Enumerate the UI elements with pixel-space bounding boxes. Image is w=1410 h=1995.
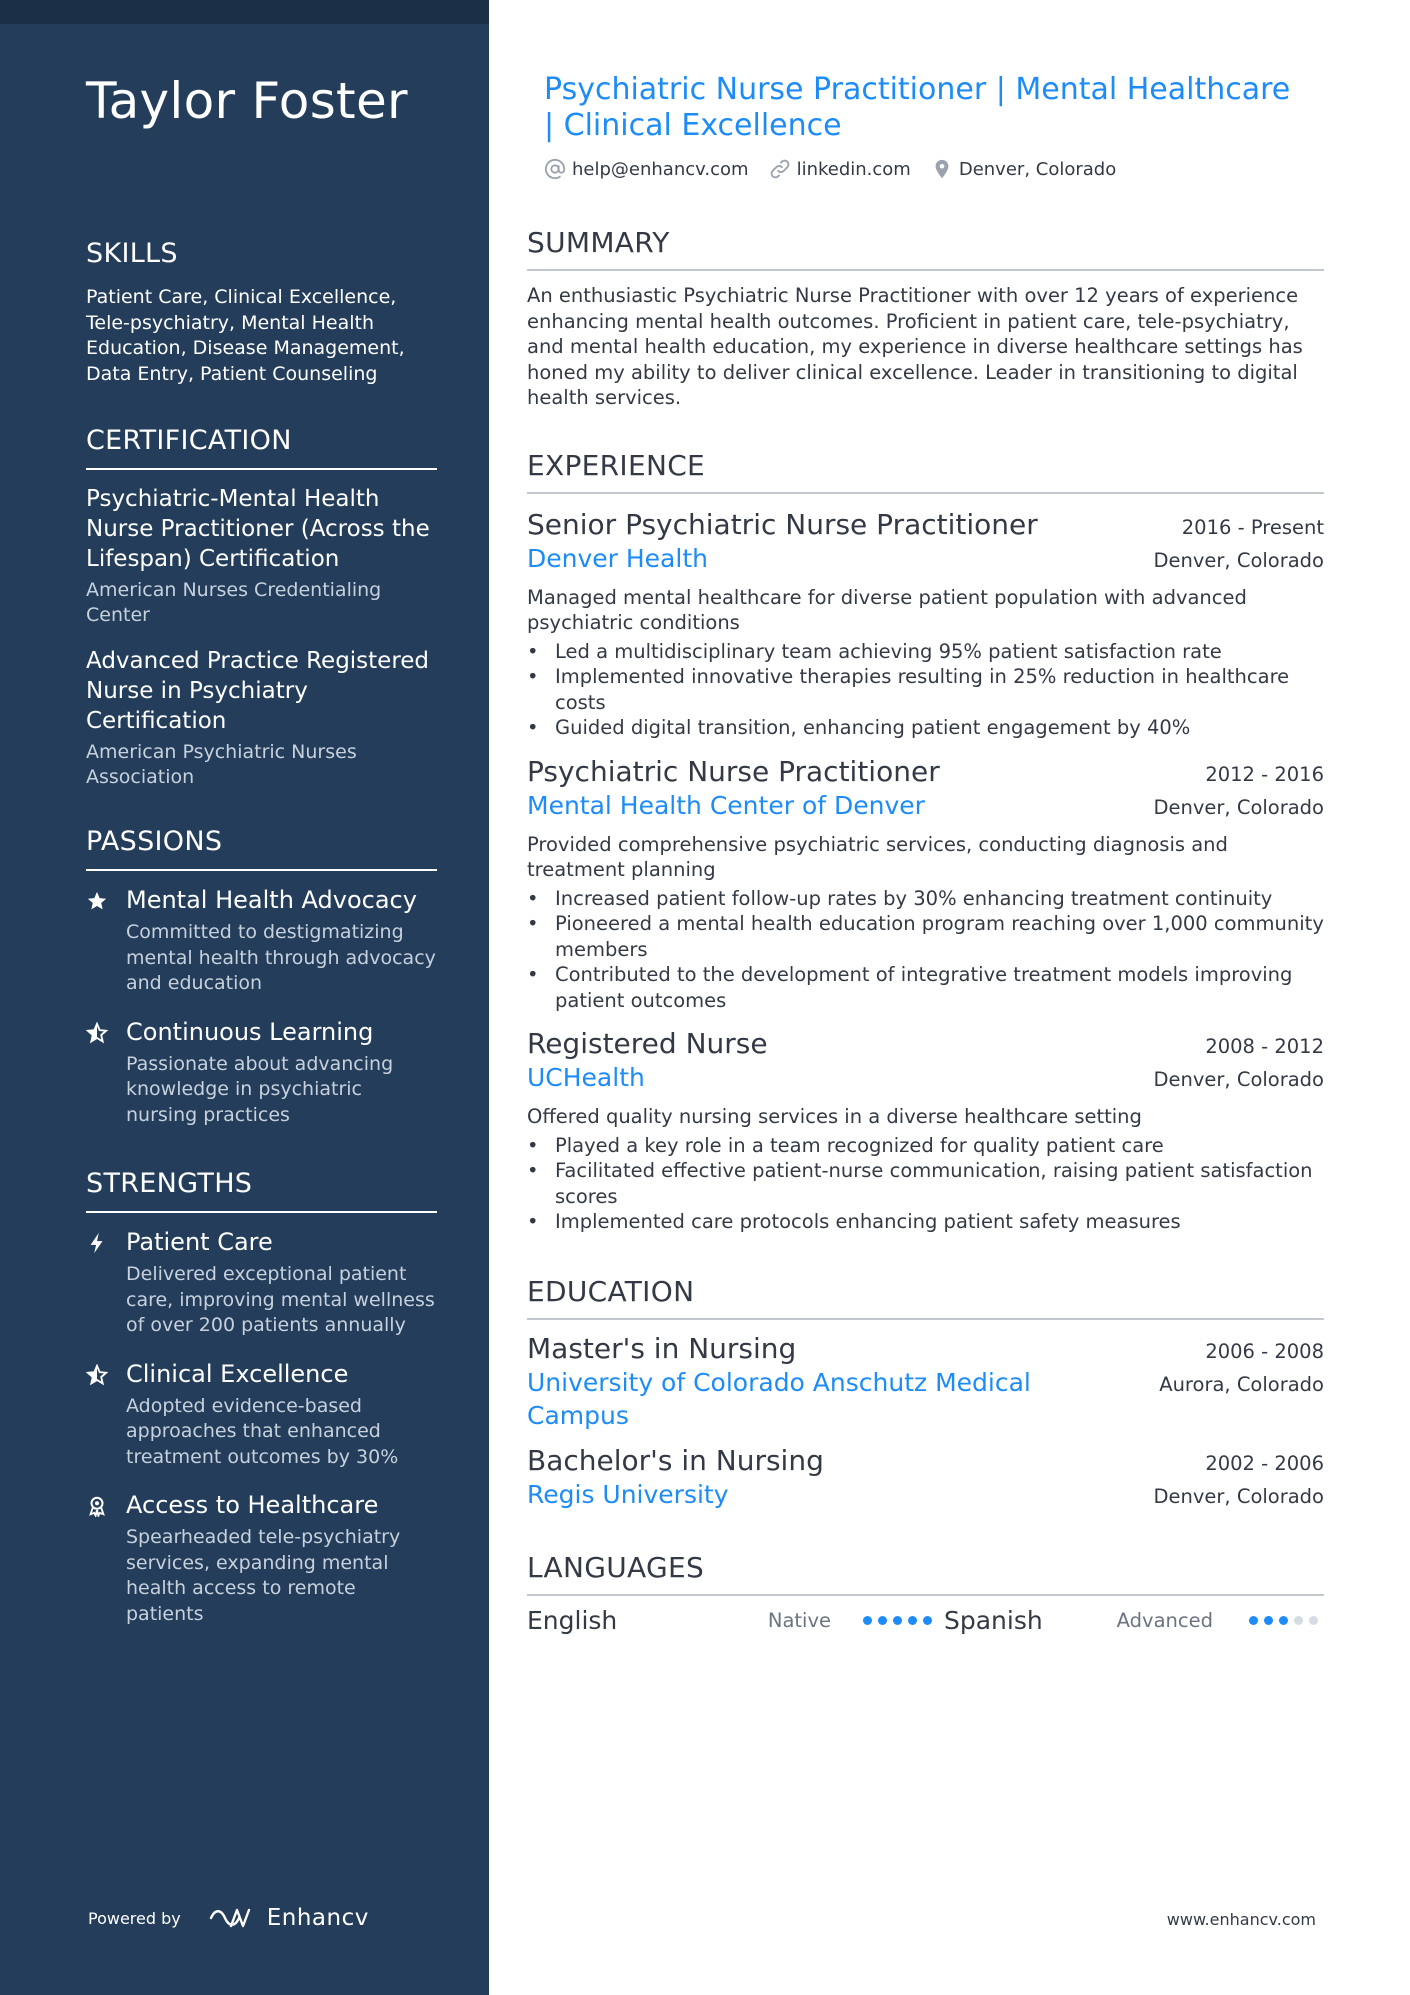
rating-dot-filled — [923, 1616, 932, 1625]
education-location: Denver, Colorado — [1153, 1484, 1324, 1508]
star-half-icon — [86, 1017, 126, 1129]
passions-heading: PASSIONS — [86, 826, 437, 871]
summary-heading: SUMMARY — [527, 226, 1324, 271]
job-bullet: • Contributed to the development of integrative treatment models improving patient outcomes — [527, 962, 1324, 1013]
experience-heading: EXPERIENCE — [527, 449, 1324, 494]
education-school: University of Colorado Anschutz Medical Campus — [527, 1367, 1031, 1430]
strength-title: Access to Healthcare — [126, 1491, 379, 1519]
job-location: Denver, Colorado — [1153, 1068, 1324, 1091]
passion-title: Mental Health Advocacy — [126, 886, 417, 914]
contact-bar — [544, 158, 1324, 180]
language-level: Native — [767, 1608, 831, 1632]
language-level: Advanced — [1116, 1608, 1213, 1632]
rating-dot-filled — [878, 1616, 887, 1625]
education-dates: 2002 - 2006 — [1205, 1451, 1324, 1475]
powered-by-label: Powered by — [88, 1908, 181, 1928]
job-title: Registered Nurse — [527, 1027, 768, 1060]
job-bullet: • Implemented innovative therapies resulting in 25% reduction in healthcare costs — [527, 664, 1324, 715]
job-bullet: • Implemented care protocols enhancing patient safety measures — [527, 1209, 1324, 1235]
award-icon — [86, 1490, 126, 1627]
passion-item — [86, 1017, 437, 1129]
education-dates: 2006 - 2008 — [1205, 1339, 1324, 1363]
job-dates: 2012 - 2016 — [1205, 762, 1324, 786]
passion-description: Passionate about advancing knowledge in psychiatric nursing practices — [126, 1052, 394, 1126]
languages-list — [527, 1606, 1324, 1635]
contact-location — [931, 158, 1116, 180]
at-icon — [544, 158, 566, 180]
summary-section — [527, 226, 1324, 411]
job-company: UCHealth — [527, 1063, 645, 1092]
contact-linkedin[interactable] — [769, 158, 911, 180]
strength-item — [86, 1359, 437, 1471]
job-bullet: • Facilitated effective patient-nurse communication, raising patient satisfaction scores — [527, 1158, 1324, 1209]
enhancv-logo[interactable] — [209, 1905, 369, 1931]
powered-by — [88, 1905, 369, 1931]
strength-title: Clinical Excellence — [126, 1359, 349, 1388]
education-degree: Master's in Nursing — [527, 1331, 797, 1365]
strength-description: Adopted evidence-based approaches that enhanced treatment outcomes by 30% — [126, 1394, 399, 1468]
certification-item — [86, 646, 437, 790]
email-text: help@enhancv.com — [572, 158, 749, 180]
passion-title: Continuous Learning — [126, 1017, 374, 1046]
sidebar — [0, 0, 489, 1995]
rating-dot-filled — [893, 1616, 902, 1625]
certification-title: Advanced Practice Registered Nurse in Psychiatry Certification — [86, 648, 430, 734]
sidebar-top-bar — [0, 0, 489, 24]
education-entry — [527, 1444, 1324, 1511]
language-name: Spanish — [944, 1605, 1043, 1635]
job-title: Psychiatric Nurse Practitioner — [527, 754, 940, 788]
contact-email[interactable] — [544, 158, 749, 180]
skills-heading: SKILLS — [86, 238, 178, 269]
rating-dot-filled — [1264, 1616, 1273, 1625]
job-bullet: • Led a multidisciplinary team achieving 95% patient satisfaction rate — [527, 639, 1324, 665]
job-entry — [527, 508, 1324, 741]
job-entry — [527, 1027, 1324, 1235]
job-bullet: • Guided digital transition, enhancing patient engagement by 40% — [527, 715, 1324, 741]
education-heading: EDUCATION — [527, 1275, 1324, 1320]
rating-dot-filled — [863, 1616, 872, 1625]
linkedin-text: linkedin.com — [796, 158, 911, 180]
job-bullets — [527, 886, 1324, 1014]
job-company: Mental Health Center of Denver — [527, 790, 925, 820]
strength-item — [86, 1490, 437, 1627]
job-description: Provided comprehensive psychiatric services, conducting diagnosis and treatment planning — [527, 832, 1228, 881]
education-location: Aurora, Colorado — [1159, 1372, 1324, 1396]
skills-list: Patient Care, Clinical Excellence, Tele-psychiatry, Mental Health Education, Disease Management, Data Entry, Patient Counseling — [86, 286, 405, 385]
job-description: Offered quality nursing services in a diverse healthcare setting — [527, 1105, 1142, 1128]
lightning-icon — [86, 1227, 126, 1339]
location-pin-icon — [931, 158, 953, 180]
rating-dot-filled — [1279, 1616, 1288, 1625]
language-rating — [1249, 1616, 1324, 1625]
strength-description: Spearheaded tele-psychiatry services, expanding mental health access to remote patients — [126, 1526, 401, 1625]
strength-title: Patient Care — [126, 1228, 273, 1256]
footer-site-link[interactable]: www.enhancv.com — [1166, 1910, 1316, 1929]
job-bullet: • Increased patient follow-up rates by 30% enhancing treatment continuity — [527, 886, 1324, 912]
certification-issuer: American Nurses Credentialing Center — [86, 579, 382, 626]
job-location: Denver, Colorado — [1153, 795, 1324, 819]
certification-title: Psychiatric-Mental Health Nurse Practitioner (Across the Lifespan) Certification — [86, 486, 430, 572]
certification-issuer: American Psychiatric Nurses Association — [86, 741, 357, 788]
rating-dot-filled — [908, 1616, 917, 1625]
education-section — [527, 1275, 1324, 1511]
rating-dot-empty — [1309, 1616, 1318, 1625]
job-location: Denver, Colorado — [1153, 548, 1324, 572]
job-bullets — [527, 1133, 1324, 1235]
education-school: Regis University — [527, 1479, 729, 1509]
job-dates: 2008 - 2012 — [1205, 1035, 1324, 1058]
enhancv-logo-icon — [209, 1905, 257, 1931]
strength-description: Delivered exceptional patient care, improving mental wellness of over 200 patients annually — [126, 1263, 435, 1336]
headline: Psychiatric Nurse Practitioner | Mental Healthcare | Clinical Excellence — [544, 72, 1291, 143]
languages-section — [527, 1551, 1324, 1635]
location-text: Denver, Colorado — [958, 158, 1117, 180]
candidate-name: Taylor Foster — [86, 72, 408, 130]
experience-section — [527, 449, 1324, 1235]
education-degree: Bachelor's in Nursing — [527, 1443, 824, 1477]
job-bullet: • Played a key role in a team recognized for quality patient care — [527, 1133, 1324, 1159]
strengths-list — [86, 1227, 437, 1627]
passion-item — [86, 885, 437, 997]
sidebar-content — [86, 238, 437, 1647]
star-half-icon — [86, 1359, 126, 1471]
passions-list — [86, 885, 437, 1128]
job-dates: 2016 - Present — [1181, 515, 1324, 539]
language-item — [527, 1606, 944, 1635]
summary-text: An enthusiastic Psychiatric Nurse Practitioner with over 12 years of experience enhancing mental health outcomes. Proficient in patient care, tele-psychiatry, and mental health education, my experience in diverse healthcare settings has honed my ability to deliver clinical excellence. Leader in transitioning to digital health services. — [527, 284, 1303, 409]
certification-list — [86, 484, 437, 790]
star-icon — [86, 885, 126, 997]
language-name: English — [527, 1605, 618, 1635]
language-rating — [863, 1616, 938, 1625]
rating-dot-filled — [1249, 1616, 1258, 1625]
job-company: Denver Health — [527, 543, 708, 573]
main-content — [527, 72, 1324, 1635]
job-bullet: • Pioneered a mental health education program reaching over 1,000 community members — [527, 911, 1324, 962]
certification-heading: CERTIFICATION — [86, 425, 437, 470]
job-entry — [527, 755, 1324, 1014]
rating-dot-empty — [1294, 1616, 1303, 1625]
language-item — [944, 1606, 1324, 1635]
job-description: Managed mental healthcare for diverse patient population with advanced psychiatric conditions — [527, 585, 1247, 634]
enhancv-brand-name: Enhancv — [266, 1905, 369, 1931]
job-title: Senior Psychiatric Nurse Practitioner — [527, 507, 1038, 541]
languages-heading: LANGUAGES — [527, 1551, 1324, 1596]
passion-description: Committed to destigmatizing mental health through advocacy and education — [126, 921, 436, 994]
strengths-heading: STRENGTHS — [86, 1168, 437, 1213]
education-entry — [527, 1332, 1324, 1432]
strength-item — [86, 1227, 437, 1339]
job-bullets — [527, 639, 1324, 741]
link-icon — [769, 158, 791, 180]
certification-item — [86, 484, 437, 628]
